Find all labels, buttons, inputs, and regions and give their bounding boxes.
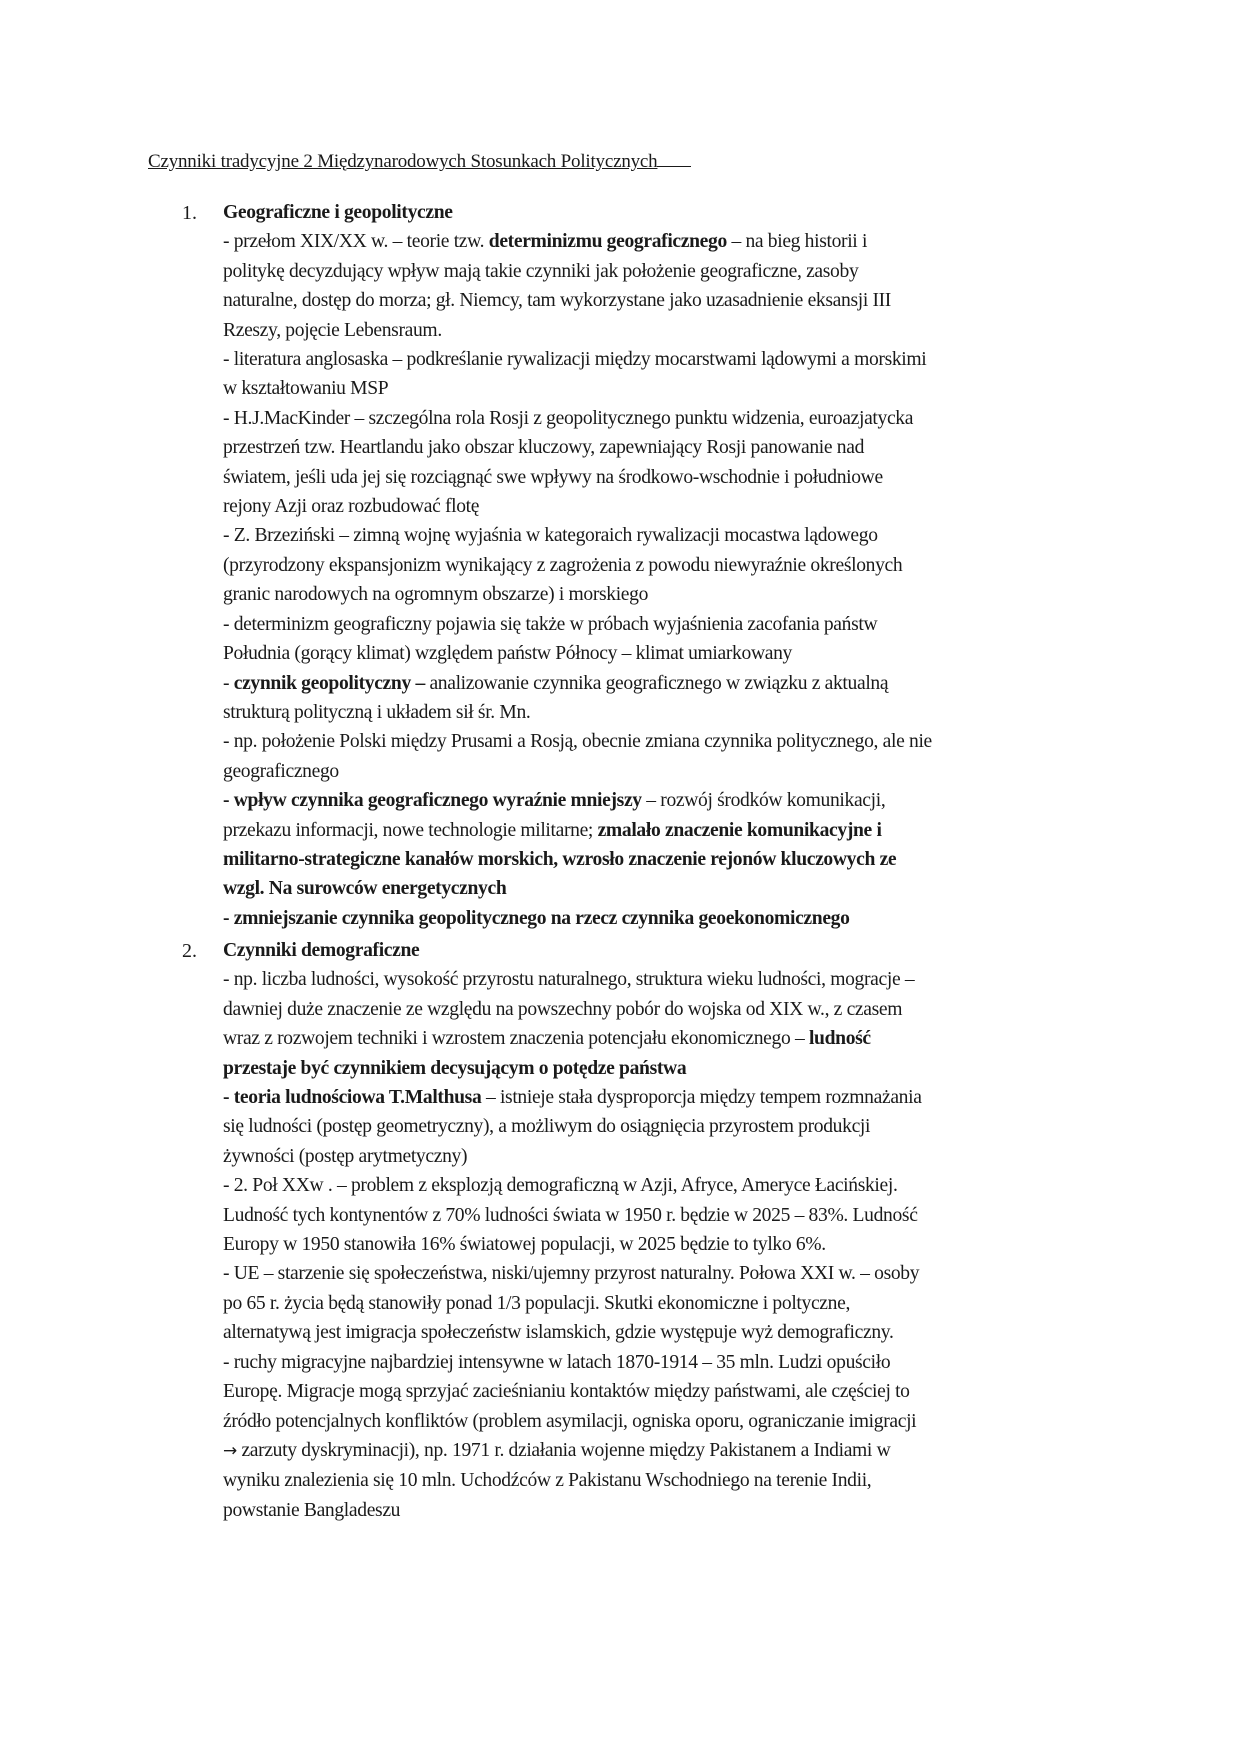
text-line [223, 845, 1123, 874]
bold-text: - teoria ludnościowa T.Malthusa [223, 1087, 482, 1109]
bold-text: - wpływ czynnika geograficznego wyraźnie mniejszy [223, 790, 642, 812]
arrow-right-icon: → [223, 1440, 237, 1461]
text: alternatywą jest imigracja społeczeństw islamskich, gdzie występuje wyż demograficzny. [223, 1322, 894, 1344]
text: geograficznego [223, 760, 339, 782]
text-line [223, 965, 1123, 994]
text-line [223, 286, 1123, 315]
text-line [223, 1201, 1123, 1230]
text-line [223, 816, 1123, 845]
text: - ruchy migracyjne najbardziej intensywne w latach 1870-1914 – 35 mln. Ludzi opuściło [223, 1351, 891, 1373]
text: - np. liczba ludności, wysokość przyrostu naturalnego, struktura wieku ludności, mogracje – [223, 969, 915, 991]
text: - Z. Brzeziński – zimną wojnę wyjaśnia w kategoraich rywalizacji mocastwa lądowego [223, 525, 878, 547]
text: politykę decyzdujący wpływ mają takie czynniki jak położenie geograficzne, zasoby [223, 260, 859, 282]
text-line [223, 874, 1123, 903]
text: wraz z rozwojem techniki i wzrostem znaczenia potencjału ekonomicznego – [223, 1028, 809, 1050]
section-number: 1. [182, 202, 197, 224]
text: (przyrodzony ekspansjonizm wynikający z zagrożenia z powodu niewyraźnie określonych [223, 554, 903, 576]
bold-text: przestaje być czynnikiem decysującym o potędze państwa [223, 1057, 687, 1079]
text: strukturą polityczną i układem sił śr. Mn. [223, 701, 531, 723]
text: Ludność tych kontynentów z 70% ludności świata w 1950 r. będzie w 2025 – 83%. Ludność [223, 1204, 918, 1226]
document-title [148, 148, 691, 174]
text: przekazu informacji, nowe technologie militarne; [223, 819, 598, 841]
text-line [223, 1024, 1123, 1053]
text-line [223, 521, 1123, 550]
text: naturalne, dostęp do morza; gł. Niemcy, tam wykorzystane jako uzasadnienie eksansji III [223, 290, 891, 312]
text: - [223, 672, 234, 694]
text-line [223, 1318, 1123, 1347]
text-line [223, 257, 1123, 286]
text: – na bieg historii i [726, 231, 868, 253]
text-line [223, 610, 1123, 639]
title-text: Czynniki tradycyjne 2 Międzynarodowych Stosunkach Politycznych [148, 151, 658, 172]
text-line [223, 580, 1123, 609]
text-line [223, 374, 1123, 403]
text-line [223, 463, 1123, 492]
section-number: 2. [182, 940, 197, 962]
text-line [223, 757, 1123, 786]
text: - UE – starzenie się społeczeństwa, niski/ujemny przyrost naturalny. Połowa XXI w. – osoby [223, 1263, 920, 1285]
text: – istnieje stała dysproporcja między tempem rozmnażania [481, 1087, 922, 1109]
bold-text: militarno-strategiczne kanałów morskich, wzrosło znaczenie rejonów kluczowych ze [223, 848, 897, 870]
text-line [223, 433, 1123, 462]
text-line [223, 669, 1123, 698]
text-line [223, 1289, 1123, 1318]
text-line [223, 1466, 1123, 1495]
text: Europy w 1950 stanowiła 16% światowej populacji, w 2025 będzie to tylko 6%. [223, 1234, 826, 1256]
text-line [223, 1230, 1123, 1259]
bold-text: czynnik geopolityczny – [233, 672, 425, 694]
text-line [223, 345, 1123, 374]
text: po 65 r. życia będą stanowiły ponad 1/3 populacji. Skutki ekonomiczne i poltyczne, [223, 1292, 850, 1314]
text-line [223, 1436, 1123, 1466]
text-line [223, 727, 1123, 756]
section-body [223, 936, 1123, 1525]
text-line [223, 1112, 1123, 1141]
text: się ludności (postęp geometryczny), a możliwym do osiągnięcia przyrostem produkcji [223, 1116, 871, 1138]
text-line [223, 1496, 1123, 1525]
text: rejony Azji oraz rozbudować flotę [223, 496, 480, 518]
text-line [223, 1142, 1123, 1171]
text: wyniku znalezienia się 10 mln. Uchodźców z Pakistanu Wschodniego na terenie Indii, [223, 1470, 872, 1492]
text: - determinizm geograficzny pojawia się także w próbach wyjaśnienia zacofania państw [223, 613, 878, 635]
text: – rozwój środków komunikacji, [641, 790, 886, 812]
text: - przełom XIX/XX w. – teorie tzw. [223, 231, 489, 253]
text: - literatura anglosaska – podkreślanie rywalizacji między mocarstwami lądowymi a morskimi [223, 349, 927, 371]
bold-text: - zmniejszanie czynnika geopolitycznego na rzecz czynnika geoekonomicznego [223, 907, 850, 929]
text: analizowanie czynnika geograficznego w związku z aktualną [424, 672, 889, 694]
text: w kształtowaniu MSP [223, 378, 389, 400]
text: - H.J.MacKinder – szczególna rola Rosji z geopolitycznego punktu widzenia, euroazjatycka [223, 407, 914, 429]
bold-text: ludność [808, 1028, 871, 1050]
text-line [223, 316, 1123, 345]
text: Południa (gorący klimat) względem państw Północy – klimat umiarkowany [223, 643, 792, 665]
text-line [223, 995, 1123, 1024]
text: Rzeszy, pojęcie Lebensraum. [223, 319, 442, 341]
text-line [223, 1171, 1123, 1200]
text-line [223, 1259, 1123, 1288]
text-line [223, 404, 1123, 433]
text-line [223, 1083, 1123, 1112]
text-line [223, 551, 1123, 580]
text-line [223, 1407, 1123, 1436]
bold-text: determinizmu geograficznego [488, 231, 727, 253]
text: granic narodowych na ogromnym obszarze) i morskiego [223, 584, 649, 606]
section-lines [223, 227, 1123, 933]
text-line [223, 1377, 1123, 1406]
text: - 2. Poł XXw . – problem z eksplozją demograficzną w Azji, Afryce, Ameryce Łacińskiej. [223, 1175, 898, 1197]
bold-text: zmalało znaczenie komunikacyjne i [597, 819, 882, 841]
text: dawniej duże znaczenie ze względu na powszechny pobór do wojska od XIX w., z czasem [223, 998, 903, 1020]
text-line [223, 1348, 1123, 1377]
text-line [223, 698, 1123, 727]
bold-text: wzgl. Na surowców energetycznych [223, 878, 507, 900]
text: Europę. Migracje mogą sprzyjać zacieśnianiu kontaktów między państwami, ale częściej to [223, 1381, 910, 1403]
text-line [223, 786, 1123, 815]
text-line [223, 227, 1123, 256]
section-body [223, 198, 1123, 933]
text: światem, jeśli uda jej się rozciągnąć swe wpływy na środkowo-wschodnie i południowe [223, 466, 883, 488]
text-line [223, 904, 1123, 933]
text-line [223, 639, 1123, 668]
section-lines [223, 965, 1123, 1525]
title-underline-pad [657, 148, 691, 167]
text: źródło potencjalnych konfliktów (problem asymilacji, ogniska oporu, ograniczanie imigracji [223, 1410, 917, 1432]
text-line [223, 1054, 1123, 1083]
section-heading: Czynniki demograficzne [223, 940, 420, 961]
text: - np. położenie Polski między Prusami a Rosją, obecnie zmiana czynnika politycznego, ale nie [223, 731, 932, 753]
text: powstanie Bangladeszu [223, 1499, 401, 1521]
section-heading: Geograficzne i geopolityczne [223, 202, 453, 223]
text: zarzuty dyskryminacji), np. 1971 r. działania wojenne między Pakistanem a Indiami w [236, 1439, 891, 1461]
text: przestrzeń tzw. Heartlandu jako obszar kluczowy, zapewniający Rosji panowanie nad [223, 437, 865, 459]
text: żywności (postęp arytmetyczny) [223, 1145, 468, 1167]
text-line [223, 492, 1123, 521]
